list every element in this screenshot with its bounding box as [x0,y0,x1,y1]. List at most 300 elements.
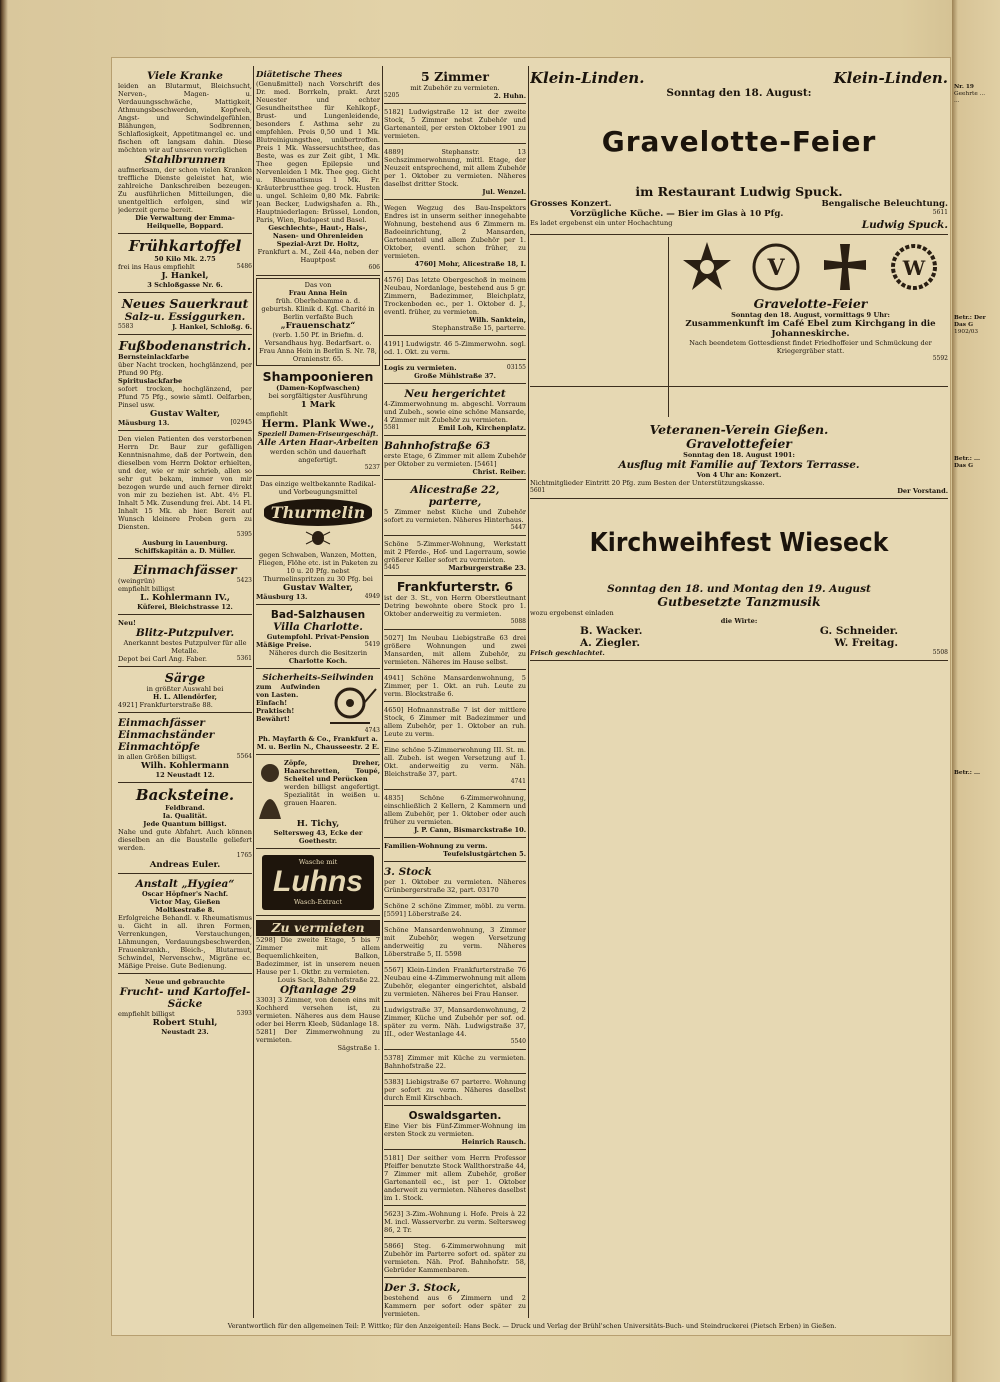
ad-number: 5237 [364,464,380,471]
ad-line: Moltkestraße 8. [155,906,215,914]
ad-title: Kirchweihfest Wieseck [589,528,889,558]
ad-name: Gustav Walter, [282,583,354,593]
logo-brand: Luhns [273,865,363,898]
listing-number: 5540 [510,1038,526,1045]
listing-address: Teufelslustgärtchen 5. [443,850,526,858]
listing [384,900,526,922]
ad-address: 12 Neustadt 12. [155,771,215,779]
listing-text: 4889] Stephanstr. 13 Sechszimmerwohnung, mittl. Etage, der Neuzeit entsprechend, mit allem Zubehör per 1. Oktober zu vermieten. Näheres daselbst dritter Stock. [384,148,526,188]
ad-number: [02945 [230,419,252,426]
ad-line: Zusammenkunft im Café Ebel zum Kirchgang in die Johanneskirche. [685,319,936,339]
svg-text:V: V [767,255,785,281]
ad-title: Gravelotte-Feier [753,296,868,311]
ad-subtitle: Gravelottefeier [686,436,792,451]
ad-name: Wilh. Kohlermann [141,761,229,771]
imprint-footer: Verantwortlich für den allgemeinen Teil: P. Wittko; für den Anzeigenteil: Hans Beck. — Druck und Verlag der Brühl'schen Universitäts-Buch- und Steindruckerei (Pietsch Erben) in Gießen. [227,1322,837,1330]
ad-title: Backsteine. [135,786,235,804]
listing-address: Große Mühlstraße 37. [414,372,496,380]
ad-address: Küferei, Bleichstrasse 12. [137,603,233,611]
strip-text: ... [954,98,960,104]
ad-line: Von 4 Uhr an: Konzert. [696,471,782,479]
ad-name: Louis Sack, Bahnhofstraße 22. [277,976,380,984]
ad-line: empfiehlt billigst [118,585,175,593]
listing-text: erste Etage, 6 Zimmer mit allem Zubehör per Oktober zu vermieten. [5461] [384,452,526,468]
ad-backsteine [118,785,252,874]
ad-line: über Nacht trocken, hochglänzend, per Pfund 90 Pfg. [118,361,252,377]
ad-seilwinden [256,671,380,755]
listing-name: 4760] Mohr, Alicestraße 18, I. [414,260,526,268]
ad-sign: Ausburg in Lauenburg. Schiffskapitän a. D. Müller. [134,539,236,555]
thurmelin-logo: Thurmelin [264,499,372,526]
listing-number: 5581 [384,424,400,431]
listing-address: Marburgerstraße 23. [448,564,526,572]
ad-text: Erfolgreiche Behandl. v. Rheumatismus u. Gicht in all. ihren Formen, Verrenkungen, Verstauchungen, Lähmungen, Verdauungsbeschwerden, Frauenkrankh., Bleich-, Blutarmut, Schwindel, Nervenschw., Migräne ec. Mäßige Preise. Gute Bedienung. [118,914,252,970]
star-emblem-icon [682,240,732,294]
listing-text: 5866] Steg. 6-Zimmerwohnung mit Zubehör im Parterre sofort od. später zu vermieten. Näh. Prof. Bahnhofstr. 58, Gebrüder Kammenbaren. [384,1242,526,1274]
sub-column [530,237,669,417]
ad-subtitle: Villa Charlotte. [273,621,363,633]
ad-text: in allen Größen billigst. [118,753,197,761]
listing-text: 5567] Klein-Linden Frankfurterstraße 76 Neubau eine 4-Zimmerwohnung mit allem Zubehör, eleganter eingerichtet, alsbald zu vermieten. Näheres bei Frau Hanser. [384,966,526,998]
ad-name: Charlotte Koch. [288,657,348,665]
listing [384,202,526,272]
listing-text: Schöne 2 schöne Zimmer, möbl. zu verm. [5591] Löberstraße 24. [384,902,526,918]
listing-number: 5088 [510,618,526,625]
listing [384,274,526,336]
ad-title: Neues Sauerkraut [121,296,249,311]
ad-title: Frühkartoffel [128,237,242,255]
ad-einmachfaesser [118,561,252,615]
listing [384,864,526,898]
ad-einmach2 [118,715,252,783]
ad-text: früh. Oberhebamme a. d. geburtsh. Klinik d. Kgl. Charité in Berlin verfaßte Buch [261,297,375,321]
column-2 [256,68,380,1318]
ad-text: bei sorgfältigster Ausführung [268,392,368,400]
ad-subtitle: (Damen-Kopfwaschen) [276,384,360,392]
listing [384,482,526,536]
listing-text: 4941] Schöne Mansardenwohnung, 5 Zimmer, per 1. Okt. an ruh. Leute zu verm. Blockstraße 6. [384,674,526,698]
listing-name: J. P. Cann, Bismarckstraße 10. [414,826,526,834]
ad-title: Fußbodenanstrich. [118,338,252,353]
ad-title: Oftanlage 29 [279,984,357,996]
listing-text: ist der 3. St., von Herrn Oberstleutnant Detring bewohnte obere Stock pro 1. Oktober anderweitig zu vermieten. [384,594,526,618]
listing-text: 5182] Ludwigstraße 12 ist der zweite Stock, 5 Zimmer nebst Zubehör und Gartenanteil, per ersten Oktober 1901 zu vermieten. [384,108,526,140]
ad-line: Gutbesetzte Tanzmusik [657,594,821,609]
listing-number: 4741 [510,778,526,785]
ad-fruehkartoffel [118,236,252,293]
listing-name: Jul. Wenzel. [482,188,526,196]
strip-text: Geehrte ... [954,91,986,97]
listing-text: 4835] Schöne 6-Zimmerwohnung, einschließlich 2 Kellern, 2 Kammern und allem Zubehör, per 1. Oktober oder auch früher zu vermieten. [384,794,526,826]
ad-title: Sicherheits-Seilwinden [262,673,374,683]
ad-line: zum Aufwinden von Lasten. [256,683,320,699]
ad-number: 1765 [236,852,252,859]
ad-text: gegen Schwaben, Wanzen, Motten, Fliegen, Flöhe etc. ist in Paketen zu 10 u. 20 Pfg. nebst Thurmelinspritzen zu 30 Pfg. bei [258,551,378,583]
ad-date: Sonntag den 18. August 1901: [683,451,795,459]
ad-line: Frau Anna Hein [288,289,348,297]
ad-line: Jede Quantum billigst. [143,820,227,828]
ad-blitz [118,617,252,667]
ad-text: (verb. 1.50 Pf. in Briefm. d. Versandhaus hyg. Bedarfsart. o. Frau Anna Hein in Berlin S. Nr. 78, Oranienstr. 65. [259,331,377,363]
listing [384,362,526,384]
ad-name: Gustav Walter, [149,409,221,419]
ad-line: Einmachfässer [118,717,205,729]
ad-line: Frisch geschlachtet. [530,649,605,657]
ad-number: 5564 [236,753,252,760]
ad-text: mit Zubehör zu vermieten. [410,84,500,92]
ad-line: Neue und gebrauchte [144,978,225,986]
ad-line: Vorzügliche Küche. — Bier im Glas à 10 Pfg. [570,209,784,219]
ad-line: Spirituslackfarbe [118,377,183,385]
ad-title: Viele Kranke [146,70,223,82]
ad-title: Einmachfässer [133,562,237,577]
ad-kranke [118,68,252,234]
ad-hygiea [118,876,252,974]
ad-5-zimmer [384,68,526,104]
ad-gravelotte-spuck [530,68,948,235]
ad-line: Bernsteinlackfarbe [118,353,190,361]
logo-text: Wasch-Extract [293,898,343,906]
logo-text: Wasche mit [298,858,338,866]
listing [384,1280,526,1318]
ad-number: 5486 [236,263,252,270]
column-3 [384,68,526,1318]
listing-text: 5378] Zimmer mit Küche zu vermieten. Bahnhofstraße 22. [384,1054,526,1070]
listing-text: Schöne Mansardenwohnung, 3 Zimmer mit Zubehör, wegen Versetzung anderweitig zu verm. Näheres Löberstraße 5, II. 5598 [384,926,526,958]
ad-text: Nahe und gute Abfahrt. Auch können dieselben an die Baustelle geliefert werden. [118,828,252,852]
ad-line: Gutempfohl. Privat-Pension [266,633,370,641]
listing-title: 3. Stock [384,866,432,878]
ad-line: Nichtmitglieder Eintritt 20 Pfg. zum Besten der Unterstützungskasse. [530,479,765,487]
listing [384,386,526,436]
ad-title: Veteranen-Verein Gießen. [649,422,829,437]
listing-text: 5383] Liebigstraße 67 parterre. Wohnung per sofort zu verm. Näheres daselbst durch Emil Kirschbach. [384,1078,526,1102]
ad-number: 5592 [932,355,948,362]
ad-zu-vermieten [256,918,380,1055]
ad-title: Geschlechts-, Haut-, Hals-, Nasen- und Ohrenleiden [268,224,368,240]
ad-name: H. Tichy, [296,819,340,829]
ad-name: Robert Stuhl, [152,1018,218,1028]
ad-line: die Wirte: [720,617,758,625]
split-row [530,237,948,417]
ad-header: Das einzige weltbekannte Radikal- und Vorbeugungsmittel [260,480,376,496]
listing [384,338,526,360]
ad-line: Nach beendetem Gottesdienst findet Friedhoffeier und Schmückung der Kriegergräber statt. [689,339,932,355]
ad-number: 5393 [236,1010,252,1017]
ad-line: Praktisch! [256,707,295,715]
listing-number: 5447 [510,524,526,531]
listing [384,704,526,742]
listing [384,1152,526,1206]
ad-subtitle: Salz-u. Essiggurken. [124,311,246,323]
ad-date: Sonntag den 18. und Montag den 19. August [607,583,871,595]
strip-text: Betr.: ... [954,770,981,776]
ad-number: 5419 [364,641,380,648]
ad-address: Sägstraße 1. [337,1044,380,1052]
listing-name: Heinrich Rausch. [461,1138,526,1146]
ad-line: Bengalische Beleuchtung. [821,199,948,209]
listing-text: 5181] Der seither vom Herrn Professor Pfeiffer benutzte Stock Wallthorstraße 44, 7 Zimmer mit allem Zubehör, großer Gartenanteil ec., ist per 1. Oktober anderweit zu vermieten. Näheres daselbst im 1. Stock. [384,1154,526,1202]
ad-name: Andreas Euler. [149,860,221,870]
portrait-icon [256,759,284,819]
ad-address: Frankfurt a. M., Zeil 44a, neben der Hauptpost [257,248,379,264]
listing [384,1004,526,1050]
listing-address: Stephanstraße 15, parterre. [432,324,526,332]
ad-number: 5601 [530,487,546,494]
ad-number: 5508 [932,649,948,656]
monogram-emblem-icon [751,240,801,294]
listing-title: Der 3. Stock, [384,1282,461,1294]
ad-text: 3303] 3 Zimmer, von denen eins mit Kochherd versehen ist, zu vermieten. Näheres aus dem Hause oder bei Herrn Kleeb, Südanlage 18. [256,996,380,1028]
strip-text: Nr. 19 [954,84,974,90]
ad-line: Es ladet ergebenst ein unter Hochachtung [530,219,673,227]
ad-sign: Die Verwaltung der Emma-Heilquelle, Boppard. [135,214,235,230]
ad-name: L. Kohlermann IV., [140,593,230,603]
listing [384,1052,526,1074]
listing-text: Schöne 5-Zimmer-Wohnung, Werkstatt mit 2 Pferde-, Hof- und Lagerraum, sowie größerer Keller sofort zu vermieten. [384,540,526,564]
listing [384,672,526,702]
strip-text: Das G [954,463,974,469]
ad-host: W. Freitag. [834,637,898,649]
ad-title: Diätetische Thees [256,70,343,80]
luhns-logo [262,855,374,910]
wide-events-area [530,68,948,708]
listing-name: Wilh. Sanktein, [469,316,526,324]
ad-place: Klein-Linden. [833,69,948,87]
listing [384,538,526,576]
ad-badge: Neu! [118,619,136,627]
ad-line: Einfach! [256,699,288,707]
ad-line: wozu ergebenst einladen [530,609,614,617]
ad-number: 5395 [236,531,252,538]
listing-title: Bahnhofstraße 63 [384,440,491,452]
svg-text:W: W [902,256,925,280]
ad-number: 5361 [236,655,252,662]
ad-title: Zöpfe, Dreher, Haarschretten, Toupé, Scheitel und Perücken [284,759,380,783]
listing-text: Wegen Wegzug des Bau-Inspektors Endres ist in unserm seither innegehabte Wohnung, bestehend aus 6 Zimmern m. Badeeinrichtung, 2 Mansarden, Gartenanteil und allem Zubehör per 1. Oktober, eventl. schon früher, zu vermieten. [384,204,526,260]
ad-line: Mäßige Preise. [256,641,312,649]
listing [384,924,526,962]
ad-number: 5423 [236,577,252,584]
ad-name: Herm. Plank Wwe., [261,418,375,430]
listing [384,146,526,200]
column-rule [528,66,529,1318]
ad-name: J. Hankel, [161,271,209,281]
listing-name: Emil Loh, Kirchenplatz. [438,424,526,432]
ad-line: Ausflug mit Familie auf Textors Terrasse. [618,459,860,471]
ad-title: Shampoonieren [262,369,374,384]
ad-place: Klein-Linden. [530,69,645,87]
ad-frauenschatz [256,278,380,366]
ad-title: Bad-Salzhausen [270,609,366,621]
ad-saecke [118,976,252,1039]
ad-venue: im Restaurant Ludwig Spuck. [635,184,843,199]
listing-number: 5445 [384,564,400,571]
ad-number: 606 [368,264,380,271]
ad-text: Den vielen Patienten des verstorbenen Herrn Dr. Baur zur gefälligen Kenntnisnahme, daß der Portwein, den dieselben vom Herrn Doktor erhielten, und der, wie er mir schrieb, allen so sehr gut bekam, immer von mir bezogen wurde und auch ferner direkt von mir zu beziehen ist. Abt. 4½ Fl. Inhalt 5 Mk. Zusendung frei. Abt. 14 Fl. Inhalt 15 Mk. ab hier. Bereit auf Wunsch kleinere Proben gern zu Diensten. [118,435,252,531]
ad-line: Ia. Qualität. [162,812,208,820]
listing [384,964,526,1002]
strip-text: Betr.: Der [954,315,986,321]
ad-number: 4949 [364,593,380,600]
listing-text: per 1. Oktober zu vermieten. Näheres Grünbergerstraße 32, part. 03170 [384,878,526,894]
listing-text: 5623] 3-Zim.-Wohnung i. Hofe. Preis à 22 M. incl. Wasserverbr. zu verm. Seltersweg 86, 2 Tr. [384,1210,526,1234]
ad-title: Blitz-Putzpulver. [135,627,235,639]
ad-name: H. L. Allendörfer, [153,693,217,701]
iron-cross-icon [820,240,870,294]
listing [384,438,526,480]
ad-line: Alle Arten Haar-Arbeiten [257,438,379,448]
gravelotte-feier-2 [669,237,948,417]
listing-text: Eine schöne 5-Zimmerwohnung III. St. m. all. Zubeh. ist wegen Versetzung auf 1. Okt. anderweitig zu verm. Näh. Bleichstraße 37, part. [384,746,526,778]
ad-dealer: Depot bei Carl Ang. Faber. [118,655,207,663]
ad-sign: Ludwig Spuck. [861,219,948,231]
ad-title: Gravelotte-Feier [601,125,877,158]
ad-zoepfe [256,757,380,849]
ad-text: empfiehlt billigst [118,1010,175,1018]
column-1 [118,68,252,1318]
ad-title: „Frauenschatz“ [280,321,356,331]
ad-thees [256,68,380,276]
listing-title: Neu hergerichtet [404,388,506,400]
listing-text: 4191] Ludwigstr. 46 5-Zimmerwohn. sogl. od. 1. Okt. zu verm. [384,340,526,356]
listing-text: 5 Zimmer nebst Küche und Zubehör sofort zu vermieten. Näheres Hinterhaus. [384,508,526,524]
listing [384,744,526,790]
wreath-emblem-icon [889,240,939,294]
listing [384,632,526,670]
ad-text: 5298] Die zweite Etage, 5 bis 7 Zimmer mit allem Bequemlichkeiten, Balkon, Badezimmer, ist in unserem neuen Hause per 1. Oktbr. zu vermieten. [256,936,380,976]
ad-number: 5205 [384,92,400,99]
listing-name: Christ. Reiber. [472,468,526,476]
ad-shampoo [256,368,380,476]
strip-text: 1902/03 [954,329,979,335]
ad-text: frei ins Haus empfiehlt [118,263,195,271]
ad-salzhausen [256,607,380,669]
section-rule [530,386,948,387]
ad-name: Spezial-Arzt Dr. Holtz, [276,240,360,248]
strip-text: Das G [954,322,974,328]
listing-title: Oswaldsgarten. [408,1110,502,1122]
ad-title: Anstalt „Hygiea“ [135,878,235,890]
listing [384,792,526,838]
ad-line: Oscar Höpfner's Nachf. [141,890,229,898]
listing-text: Eine Vier bis Fünf-Zimmer-Wohnung im ersten Stock zu vermieten. [384,1122,526,1138]
winch-icon [320,683,378,727]
ad-kirchweih-wieseck [530,501,948,661]
listing-text: 4576] Das letzte Obergeschoß in meinem Neubau, Nordanlage, bestehend aus 5 gr. Zimmern, Badezimmer, Bleichplatz, Trockenboden ec., per 1. Oktober d. J., eventl. früher, zu vermieten. [384,276,526,316]
column-rule [382,66,383,1318]
listing [384,1240,526,1278]
strip-text: Betr.: ... [954,456,981,462]
listing-text: Ludwigstraße 37, Mansardenwohnung, 2 Zimmer, Küche und Zubehör per sof. od. später zu verm. Näh. Ludwigstraße 37, III., oder Westanlage 44. [384,1006,526,1038]
section-header: Zu vermieten [256,920,380,936]
listing-text: 4650] Hofmannstraße 7 ist der mittlere Stock, 6 Zimmer mit Badezimmer und allem Zubehör, per 1. Oktober an ruh. Leute zu verm. [384,706,526,738]
listing [384,578,526,630]
ad-address: Mäusburg 13. [118,419,170,427]
ad-line: Einmachtöpfe [118,741,200,753]
ad-address: Mäusburg 13. [256,593,308,601]
ad-brand: Stahlbrunnen [144,154,226,166]
listing [384,1208,526,1238]
ad-portwein [118,433,252,559]
ad-subtitle: (weingrün) [118,577,155,585]
listing [384,840,526,862]
next-page-edge [952,0,1000,1382]
ad-thurmelin [256,478,380,605]
ad-luhns [256,851,380,916]
column-rule [253,66,254,1318]
ad-text: leiden an Blutarmut, Bleichsucht, Nerven-, Magen- u. Verdauungsschwäche, Mattigkeit, Athmungsbeschwerden, Kopfweh, Angst- und Schwindelgefühlen, Blähungen, Sodbrennen, Schlaflosigkeit, Appetitmangel ec. und fischen oft langsam dahin. Diese möchten wir auf unseren vorzüglichen [118,82,252,154]
ad-text: in größter Auswahl bei [146,685,224,693]
ad-line: Grosses Konzert. [530,199,612,209]
ad-line: sofort trocken, hochglänzend, per Pfund 75 Pfg., sowie sämtl. Oelfarben, Pinsel usw. [118,385,252,409]
ad-text: (Genußmittel) nach Vorschrift des Dr. med. Borrkeln, prakt. Arzt Neuester und echter Gesundheitsthee für Kehlkopf-, Brust- und Lungenleidende, besonders f. Asthma sehr zu empfehlen. Preis 0,50 und 1 Mk. Blutreinigungsthee, unübertroffen. Preis 1 Mk. Wassersuchtsthee, das Beste, was es zur Zeit gibt, 1 Mk. Thee gegen Epilepsie und Nervenleiden 1 Mk. Thee geg. Gicht u. Rheumatismus 1 Mk. Fr. Kräuterbrustthee geg. trock. Husten u. ungel. Schleim 0,80 Mk. Fabrik: Jean Becker, Ludwigshafen a. Rh., Hauptniederlagen: Brüssel, London, Paris, Wien, Budapest und Basel. [256,80,380,224]
ad-sign: Der Vorstand. [897,487,948,495]
listing-text: 4-Zimmerwohnung m. abgeschl. Vorraum und Zubeh., sowie eine schöne Mansarde, 4 Zimmer mit Zubehör zu vermieten. [384,400,526,424]
ad-line: Bewährt! [256,715,290,723]
ad-host: G. Schneider. [819,625,898,637]
listing-text: bestehend aus 6 Zimmern und 2 Kammern per sofort oder später zu vermieten. [384,1294,526,1318]
listing [384,1076,526,1106]
ad-line: Speziell Damen-Friseurgeschäft. [257,430,379,438]
ad-line: Einmachständer [118,729,215,741]
ad-address: 4921] Frankfurterstraße 88. [118,701,213,709]
ad-line: Victor May, Gießen [149,898,221,906]
ad-text: Anerkannt bestes Putzpulver für alle Metalle. [123,639,247,655]
ad-text: werden billigst angefertigt. Spezialität in weißen u. grauen Haaren. [284,783,380,807]
ad-fussboden [118,337,252,431]
ad-saerge [118,669,252,713]
ad-name: Ph. Mayfarth & Co., Frankfurt a. M. u. Berlin N., Chausseestr. 2 E. [256,735,380,751]
ad-date: Sonntag den 18. August: [666,87,812,99]
ad-line: Feldbrand. [165,804,205,812]
ad-text: 5281] Der Zimmerwohnung zu vermieten. [256,1028,380,1044]
ad-host: B. Wacker. [580,625,643,637]
ad-title: Frucht- und Kartoffel-Säcke [119,986,251,1010]
ad-line: empfiehlt [256,410,288,418]
ad-number: 5583 [118,323,134,330]
ad-text: aufmerksam, der schon vielen Kranken treffliche Dienste geleistet hat, wie zahlreiche Dankschreiben bezeugen. Zu ausführlichen Mitteilungen, die unentgeltlich erfolgen, sind wir jederzeit gerne bereit. [118,166,252,214]
ad-price: 1 Mark [300,400,336,410]
listing-text: 5027] Im Neubau Liebigstraße 63 drei größere Wohnungen und zwei Mansarden, mit allem Zubehör, zu vermieten. Näheres im Hause selbst. [384,634,526,666]
listing-title: Alicestraße 22, parterre, [410,484,500,508]
listing [384,1108,526,1150]
ad-veteranen [530,421,948,499]
ad-line: Sonntag den 18. August, vormittags 9 Uhr: [731,311,890,319]
ad-address: 3 Schloßgasse Nr. 6. [147,281,223,289]
listing-title: Frankfurterstr. 6 [396,579,514,594]
newspaper-page [112,58,950,1335]
ad-name: 2. Huhn. [493,92,526,100]
ad-address: Seltersweg 43, Ecke der Goethestr. [273,829,363,845]
listing-text: Familien-Wohnung zu verm. [384,842,488,850]
ad-line: Das von [304,281,332,289]
ad-number: 5611 [932,209,948,216]
ad-line: Näheres durch die Besitzerin [268,649,368,657]
ad-price: 50 Kilo Mk. 2.75 [154,255,216,263]
ad-number: 4743 [364,727,380,734]
ad-address: Neustadt 23. [161,1028,209,1036]
ad-name: J. Hankel, Schloßg. 6. [172,323,252,331]
listing [384,106,526,144]
listing-number: 03155 [506,364,526,371]
ad-sauerkraut [118,295,252,335]
emblem-row [673,237,948,297]
beetle-icon [256,529,380,547]
ad-text: werden schön und dauerhaft angefertigt. [269,448,367,464]
ad-host: A. Ziegler. [580,637,641,649]
listing-title: Logis zu vermieten. [384,364,457,372]
